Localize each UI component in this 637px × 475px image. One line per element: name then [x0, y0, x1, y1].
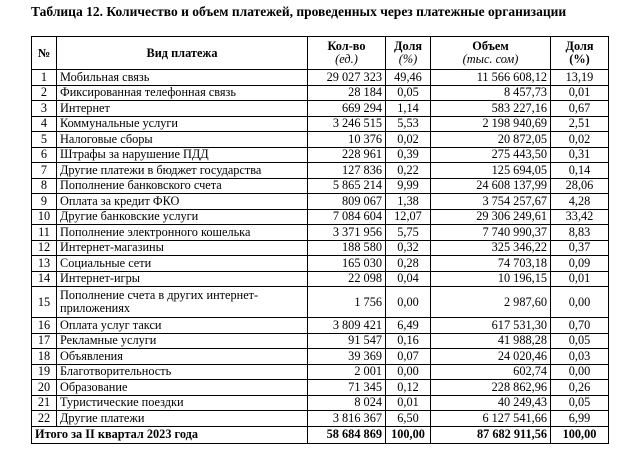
payments-table [31, 36, 609, 444]
row-number: 18 [32, 349, 57, 365]
volume-share: 2,51 [551, 116, 609, 132]
row-number: 3 [32, 101, 57, 117]
row-number: 22 [32, 411, 57, 427]
payment-volume: 617 531,30 [431, 318, 551, 334]
volume-share: 0,01 [551, 85, 609, 101]
count-share: 1,14 [386, 101, 431, 117]
count-share: 0,04 [386, 271, 431, 287]
payment-count: 3 816 367 [308, 411, 386, 427]
payment-count: 188 580 [308, 240, 386, 256]
payment-type: Пополнение электронного кошелька [57, 225, 308, 241]
payment-type: Штрафы за нарушение ПДД [57, 147, 308, 163]
payment-type: Социальные сети [57, 256, 308, 272]
payment-type: Оплата за кредит ФКО [57, 194, 308, 210]
volume-share: 0,67 [551, 101, 609, 117]
count-share: 0,05 [386, 85, 431, 101]
payment-type: Мобильная связь [57, 70, 308, 86]
count-share: 0,39 [386, 147, 431, 163]
payment-volume: 24 020,46 [431, 349, 551, 365]
payment-count: 39 369 [308, 349, 386, 365]
total-row [32, 426, 609, 443]
payment-count: 3 809 421 [308, 318, 386, 334]
payment-count: 8 024 [308, 395, 386, 411]
payment-count: 669 294 [308, 101, 386, 117]
volume-share: 0,00 [551, 364, 609, 380]
row-number: 10 [32, 209, 57, 225]
total-count: 58 684 869 [308, 426, 386, 443]
payment-volume: 2 198 940,69 [431, 116, 551, 132]
row-number: 1 [32, 70, 57, 86]
payment-type: Пополнение банковского счета [57, 178, 308, 194]
payment-type: Интернет [57, 101, 308, 117]
table-row [32, 349, 609, 365]
header-volume: Объем (тыс. сом) [431, 37, 551, 70]
table-row [32, 101, 609, 117]
payment-type: Налоговые сборы [57, 132, 308, 148]
payment-count: 228 961 [308, 147, 386, 163]
payment-volume: 8 457,73 [431, 85, 551, 101]
volume-share: 0,00 [551, 287, 609, 318]
volume-share: 8,83 [551, 225, 609, 241]
table-caption: Таблица 12. Количество и объем платежей, проведенных через платежные организации [31, 4, 567, 19]
table-row [32, 225, 609, 241]
count-share: 0,16 [386, 333, 431, 349]
payment-count: 10 376 [308, 132, 386, 148]
payment-count: 3 371 956 [308, 225, 386, 241]
table-row [32, 271, 609, 287]
volume-share: 0,70 [551, 318, 609, 334]
table-row [32, 240, 609, 256]
total-label: Итого за II квартал 2023 года [32, 426, 308, 443]
header-num: № [32, 37, 57, 70]
volume-share: 6,99 [551, 411, 609, 427]
payment-type: Благотворительность [57, 364, 308, 380]
payment-volume: 602,74 [431, 364, 551, 380]
table-row [32, 333, 609, 349]
payment-count: 1 756 [308, 287, 386, 318]
payment-type: Коммунальные услуги [57, 116, 308, 132]
table-row [32, 147, 609, 163]
count-share: 0,02 [386, 132, 431, 148]
payment-volume: 29 306 249,61 [431, 209, 551, 225]
volume-share: 0,05 [551, 395, 609, 411]
row-number: 2 [32, 85, 57, 101]
count-share: 6,49 [386, 318, 431, 334]
payment-count: 127 836 [308, 163, 386, 179]
payment-count: 22 098 [308, 271, 386, 287]
payment-volume: 125 694,05 [431, 163, 551, 179]
table-row [32, 287, 609, 318]
table-row [32, 380, 609, 396]
row-number: 20 [32, 380, 57, 396]
count-share: 6,50 [386, 411, 431, 427]
payment-type: Туристические поездки [57, 395, 308, 411]
payment-volume: 74 703,18 [431, 256, 551, 272]
payment-volume: 3 754 257,67 [431, 194, 551, 210]
payment-type: Объявления [57, 349, 308, 365]
count-share: 0,00 [386, 287, 431, 318]
count-share: 1,38 [386, 194, 431, 210]
table-row [32, 194, 609, 210]
volume-share: 0,02 [551, 132, 609, 148]
payment-volume: 6 127 541,66 [431, 411, 551, 427]
payment-count: 29 027 323 [308, 70, 386, 86]
payment-type: Другие банковские услуги [57, 209, 308, 225]
payment-count: 2 001 [308, 364, 386, 380]
count-share: 0,01 [386, 395, 431, 411]
table-row [32, 364, 609, 380]
payment-volume: 228 862,96 [431, 380, 551, 396]
payment-type: Пополнение счета в других интернет-приложениях [57, 287, 308, 318]
volume-share: 0,26 [551, 380, 609, 396]
payment-count: 5 865 214 [308, 178, 386, 194]
header-share-count: Доля (%) [386, 37, 431, 70]
payment-type: Фиксированная телефонная связь [57, 85, 308, 101]
row-number: 8 [32, 178, 57, 194]
count-share: 12,07 [386, 209, 431, 225]
row-number: 13 [32, 256, 57, 272]
row-number: 19 [32, 364, 57, 380]
payment-volume: 10 196,15 [431, 271, 551, 287]
payment-volume: 7 740 990,37 [431, 225, 551, 241]
table-row [32, 209, 609, 225]
payment-volume: 275 443,50 [431, 147, 551, 163]
count-share: 0,12 [386, 380, 431, 396]
volume-share: 33,42 [551, 209, 609, 225]
row-number: 11 [32, 225, 57, 241]
table-row [32, 132, 609, 148]
row-number: 14 [32, 271, 57, 287]
payment-volume: 20 872,05 [431, 132, 551, 148]
row-number: 17 [32, 333, 57, 349]
payment-type: Рекламные услуги [57, 333, 308, 349]
payment-volume: 41 988,28 [431, 333, 551, 349]
payment-count: 7 084 604 [308, 209, 386, 225]
table-header-row [32, 37, 609, 70]
row-number: 6 [32, 147, 57, 163]
table-row [32, 395, 609, 411]
payment-volume: 40 249,43 [431, 395, 551, 411]
count-share: 0,32 [386, 240, 431, 256]
table-row [32, 178, 609, 194]
payment-volume: 325 346,22 [431, 240, 551, 256]
payment-type: Интернет-магазины [57, 240, 308, 256]
table-row [32, 163, 609, 179]
header-count: Кол-во (ед.) [308, 37, 386, 70]
count-share: 9,99 [386, 178, 431, 194]
payment-volume: 24 608 137,99 [431, 178, 551, 194]
payment-type: Оплата услуг такси [57, 318, 308, 334]
row-number: 7 [32, 163, 57, 179]
payment-type: Образование [57, 380, 308, 396]
payment-count: 91 547 [308, 333, 386, 349]
payment-volume: 11 566 608,12 [431, 70, 551, 86]
volume-share: 13,19 [551, 70, 609, 86]
row-number: 5 [32, 132, 57, 148]
total-volume-share: 100,00 [551, 426, 609, 443]
row-number: 15 [32, 287, 57, 318]
header-type: Вид платежа [57, 37, 308, 70]
volume-share: 0,31 [551, 147, 609, 163]
volume-share: 0,01 [551, 271, 609, 287]
volume-share: 0,05 [551, 333, 609, 349]
volume-share: 0,14 [551, 163, 609, 179]
payment-count: 28 184 [308, 85, 386, 101]
volume-share: 0,09 [551, 256, 609, 272]
volume-share: 0,37 [551, 240, 609, 256]
count-share: 0,00 [386, 364, 431, 380]
count-share: 0,28 [386, 256, 431, 272]
volume-share: 4,28 [551, 194, 609, 210]
count-share: 5,53 [386, 116, 431, 132]
total-volume: 87 682 911,56 [431, 426, 551, 443]
payment-type: Другие платежи [57, 411, 308, 427]
payment-count: 809 067 [308, 194, 386, 210]
count-share: 0,22 [386, 163, 431, 179]
row-number: 9 [32, 194, 57, 210]
table-row [32, 85, 609, 101]
table-row [32, 70, 609, 86]
volume-share: 28,06 [551, 178, 609, 194]
count-share: 49,46 [386, 70, 431, 86]
count-share: 0,07 [386, 349, 431, 365]
payment-type: Интернет-игры [57, 271, 308, 287]
row-number: 16 [32, 318, 57, 334]
total-count-share: 100,00 [386, 426, 431, 443]
payment-count: 165 030 [308, 256, 386, 272]
row-number: 4 [32, 116, 57, 132]
table-row [32, 256, 609, 272]
header-share-volume: Доля (%) [551, 37, 609, 70]
payment-volume: 2 987,60 [431, 287, 551, 318]
table-row [32, 411, 609, 427]
row-number: 21 [32, 395, 57, 411]
row-number: 12 [32, 240, 57, 256]
count-share: 5,75 [386, 225, 431, 241]
payment-count: 71 345 [308, 380, 386, 396]
table-row [32, 116, 609, 132]
payment-type: Другие платежи в бюджет государства [57, 163, 308, 179]
table-row [32, 318, 609, 334]
payment-volume: 583 227,16 [431, 101, 551, 117]
payment-count: 3 246 515 [308, 116, 386, 132]
volume-share: 0,03 [551, 349, 609, 365]
